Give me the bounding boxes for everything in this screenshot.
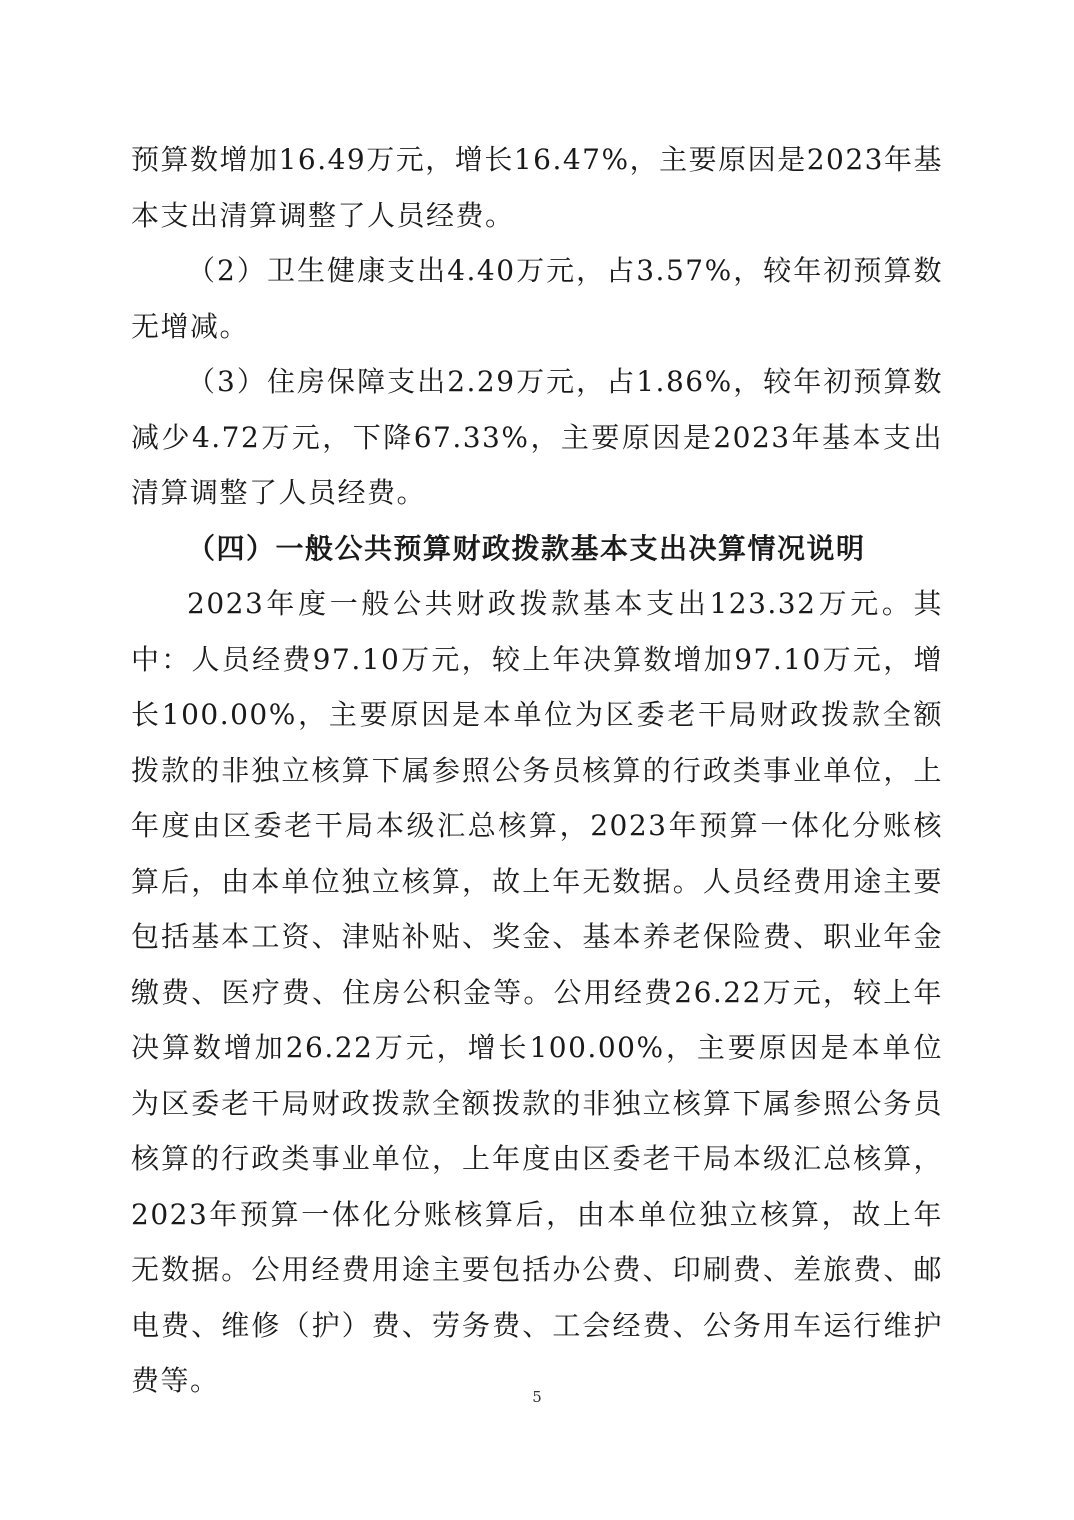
paragraph-housing-expenditure: （3）住房保障支出2.29万元，占1.86%，较年初预算数减少4.72万元，下降67.33%，主要原因是2023年基本支出清算调整了人员经费。: [131, 365, 943, 509]
document-page: [131, 132, 943, 1409]
paragraph-general-public-services-continued: 预算数增加16.49万元，增长16.47%，主要原因是2023年基本支出清算调整了人员经费。: [131, 143, 943, 232]
page-number: 5: [532, 1388, 542, 1406]
section-heading: （四）一般公共预算财政拨款基本支出决算情况说明: [187, 531, 866, 565]
paragraph-basic-expenditure: 2023年度一般公共财政拨款基本支出123.32万元。其中：人员经费97.10万元，较上年决算数增加97.10万元，增长100.00%，主要原因是本单位为区委老干局财政拨款全额拨款的非独立核算下属参照公务员核算的行政类事业单位，上年度由区委老干局本级汇总核算，2023年预算一体化分账核算后，由本单位独立核算，故上年无数据。人员经费用途主要包括基本工资、津贴补贴、奖金、基本养老保险费、职业年金缴费、医疗费、住房公积金等。公用经费26.22万元，较上年决算数增加26.22万元，增长100.00%，主要原因是本单位为区委老干局财政拨款全额拨款的非独立核算下属参照公务员核算的行政类事业单位，上年度由区委老干局本级汇总核算，2023年预算一体化分账核算后，由本单位独立核算，故上年无数据。公用经费用途主要包括办公费、印刷费、差旅费、邮电费、维修（护）费、劳务费、工会经费、公务用车运行维护费等。: [131, 587, 943, 1397]
paragraph-health-expenditure: （2）卫生健康支出4.40万元，占3.57%，较年初预算数无增减。: [131, 254, 943, 343]
